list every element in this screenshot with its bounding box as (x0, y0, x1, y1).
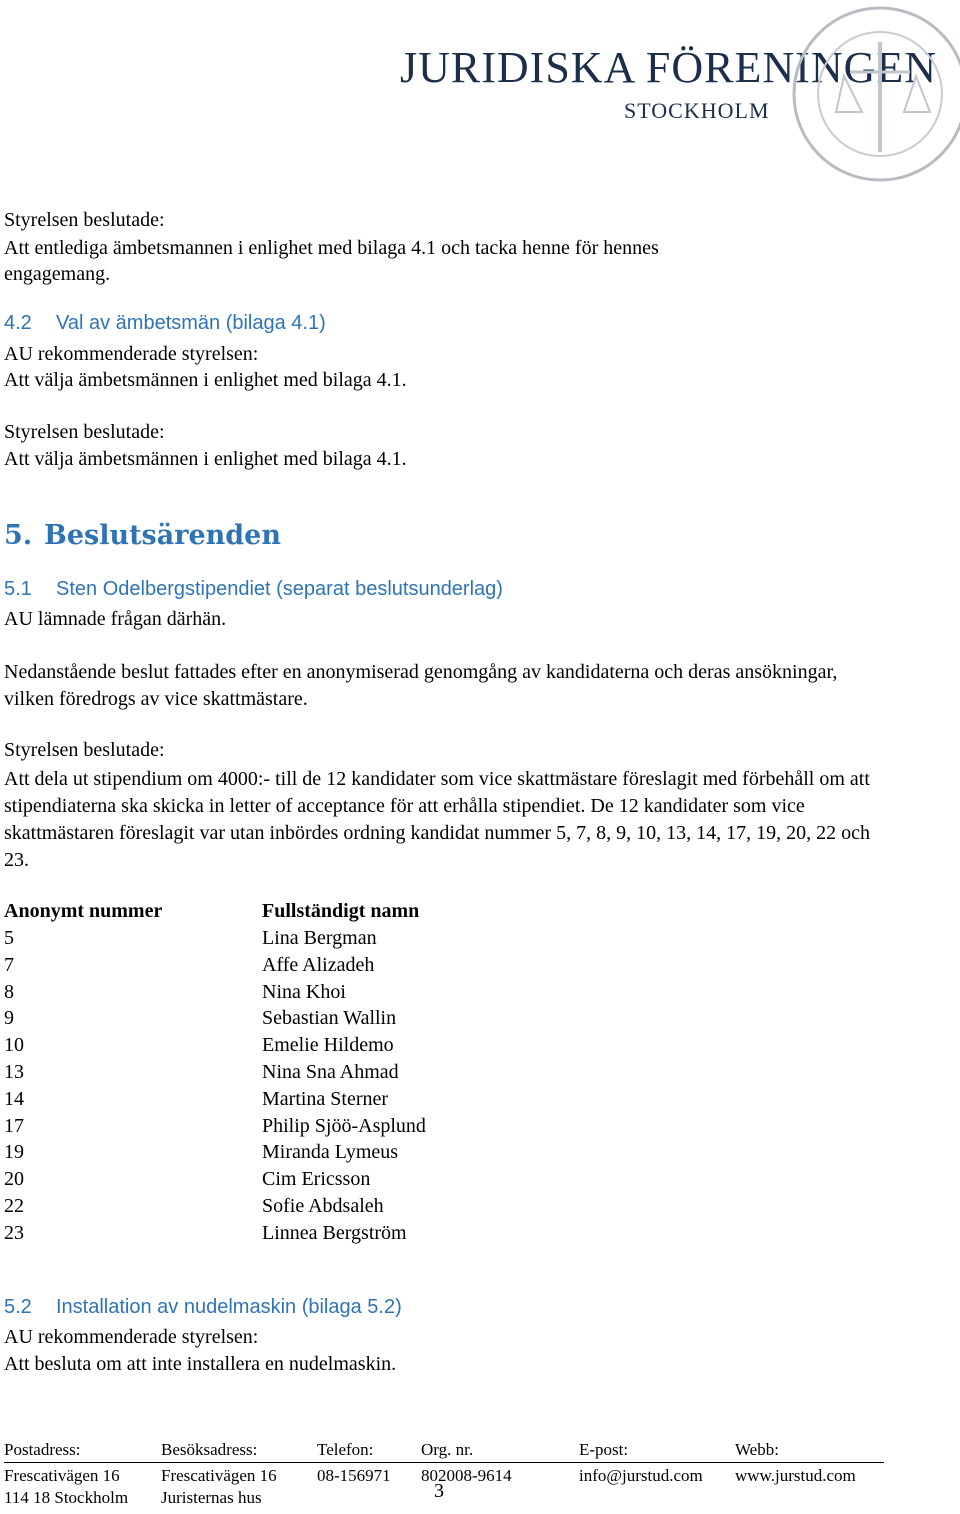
section-heading-4-2 (4, 312, 326, 335)
cell-name: Martina Sterner (262, 1087, 389, 1110)
cell-name: Cim Ericsson (262, 1168, 371, 1191)
cell-name: Lina Bergman (262, 927, 377, 949)
cell-number: 14 (4, 1087, 24, 1110)
section-heading-5 (4, 520, 281, 551)
section-number: 5.2 (4, 1296, 32, 1318)
page-number: 3 (434, 1480, 444, 1502)
footer-webb-link[interactable]: www.jurstud.com (735, 1466, 856, 1485)
footer-telefon: 08-156971 (317, 1466, 391, 1485)
cell-name: Miranda Lymeus (262, 1141, 399, 1164)
cell-name: Emelie Hildemo (262, 1034, 394, 1057)
cell-number: 20 (4, 1168, 24, 1191)
text-line: AU rekommenderade styrelsen: (4, 343, 259, 365)
section-title: Sten Odelbergstipendiet (separat beslutsunderlag) (56, 578, 503, 600)
section-heading-5-1 (4, 578, 503, 601)
cell-name: Philip Sjöö-Asplund (262, 1114, 426, 1137)
cell-number: 13 (4, 1061, 24, 1083)
paragraph: Nedanstående beslut fattades efter en anonymiserad genomgång av kandidaterna och deras ansökningar, vilken föredrogs av vice skattmästare. (4, 661, 838, 710)
cell-name: Sofie Abdsaleh (262, 1195, 384, 1217)
text-line: Att välja ämbetsmännen i enlighet med bilaga 4.1. (4, 369, 407, 391)
logo-subtitle: STOCKHOLM (624, 98, 770, 123)
cell-name: Affe Alizadeh (262, 953, 375, 976)
cell-name: Sebastian Wallin (262, 1007, 397, 1030)
paragraph: Att dela ut stipendium om 4000:- till de 12 kandidater som vice skattmästare föreslagit med förbehåll om att stipendiaterna ska skicka in letter of acceptance för att erhålla stipendiet. De 12 kandidater som vice skattmästaren föreslagit var utan inbördes ordning kandidat nummer 5, 7, 8, 9, 10, 13, 14, 17, 19, 20, 22 och 23. (4, 768, 870, 871)
cell-number: 7 (4, 953, 14, 976)
section-number: 5. (4, 520, 33, 551)
footer-postadress-1: Frescativägen 16 (4, 1466, 120, 1485)
text-line: Styrelsen beslutade: (4, 421, 165, 443)
text-line: Att entlediga ämbetsmannen i enlighet med bilaga 4.1 och tacka henne för hennes (4, 237, 659, 259)
text-line: AU rekommenderade styrelsen: (4, 1326, 259, 1348)
footer-postadress-2: 114 18 Stockholm (4, 1488, 129, 1507)
cell-number: 19 (4, 1141, 24, 1164)
footer-label-postadress: Postadress: (4, 1440, 81, 1459)
footer-besoksadress-1: Frescativägen 16 (161, 1466, 277, 1485)
cell-number: 8 (4, 980, 14, 1003)
section-heading-5-2 (4, 1296, 402, 1319)
cell-number: 22 (4, 1195, 24, 1217)
footer-label-besoksadress: Besöksadress: (161, 1440, 258, 1459)
section-title: Beslutsärenden (44, 520, 281, 551)
text-line: AU lämnade frågan därhän. (4, 608, 227, 630)
footer-label-webb: Webb: (735, 1440, 779, 1459)
footer-besoksadress-2: Juristernas hus (161, 1488, 262, 1507)
cell-number: 9 (4, 1007, 14, 1030)
logo-wordmark: JURIDISKA FÖRENINGEN (400, 43, 938, 92)
text-line: Styrelsen beslutade: (4, 209, 165, 231)
section-number: 4.2 (4, 312, 32, 334)
footer-label-epost: E-post: (579, 1440, 629, 1459)
footer-orgnr: 802008-9614 (421, 1466, 512, 1485)
footer-label-orgnr: Org. nr. (421, 1440, 474, 1459)
seal-logo (784, 2, 960, 202)
section-title: Val av ämbetsmän (bilaga 4.1) (56, 312, 326, 334)
section-number: 5.1 (4, 578, 32, 600)
section-title: Installation av nudelmaskin (bilaga 5.2) (56, 1296, 402, 1318)
cell-name: Linnea Bergström (262, 1221, 407, 1244)
cell-number: 5 (4, 927, 14, 949)
footer-divider (4, 1462, 884, 1463)
column-header-number: Anonymt nummer (4, 900, 163, 922)
cell-number: 10 (4, 1034, 24, 1057)
cell-name: Nina Khoi (262, 980, 346, 1003)
footer-epost-link[interactable]: info@jurstud.com (579, 1466, 703, 1485)
text-line: Att välja ämbetsmännen i enlighet med bilaga 4.1. (4, 448, 407, 470)
text-line: Att besluta om att inte installera en nudelmaskin. (4, 1353, 397, 1375)
cell-name: Nina Sna Ahmad (262, 1061, 399, 1083)
cell-number: 17 (4, 1114, 24, 1137)
footer-label-telefon: Telefon: (317, 1440, 374, 1459)
cell-number: 23 (4, 1221, 24, 1244)
text-line: Styrelsen beslutade: (4, 739, 165, 761)
text-line: engagemang. (4, 263, 111, 285)
column-header-name: Fullständigt namn (262, 900, 420, 922)
